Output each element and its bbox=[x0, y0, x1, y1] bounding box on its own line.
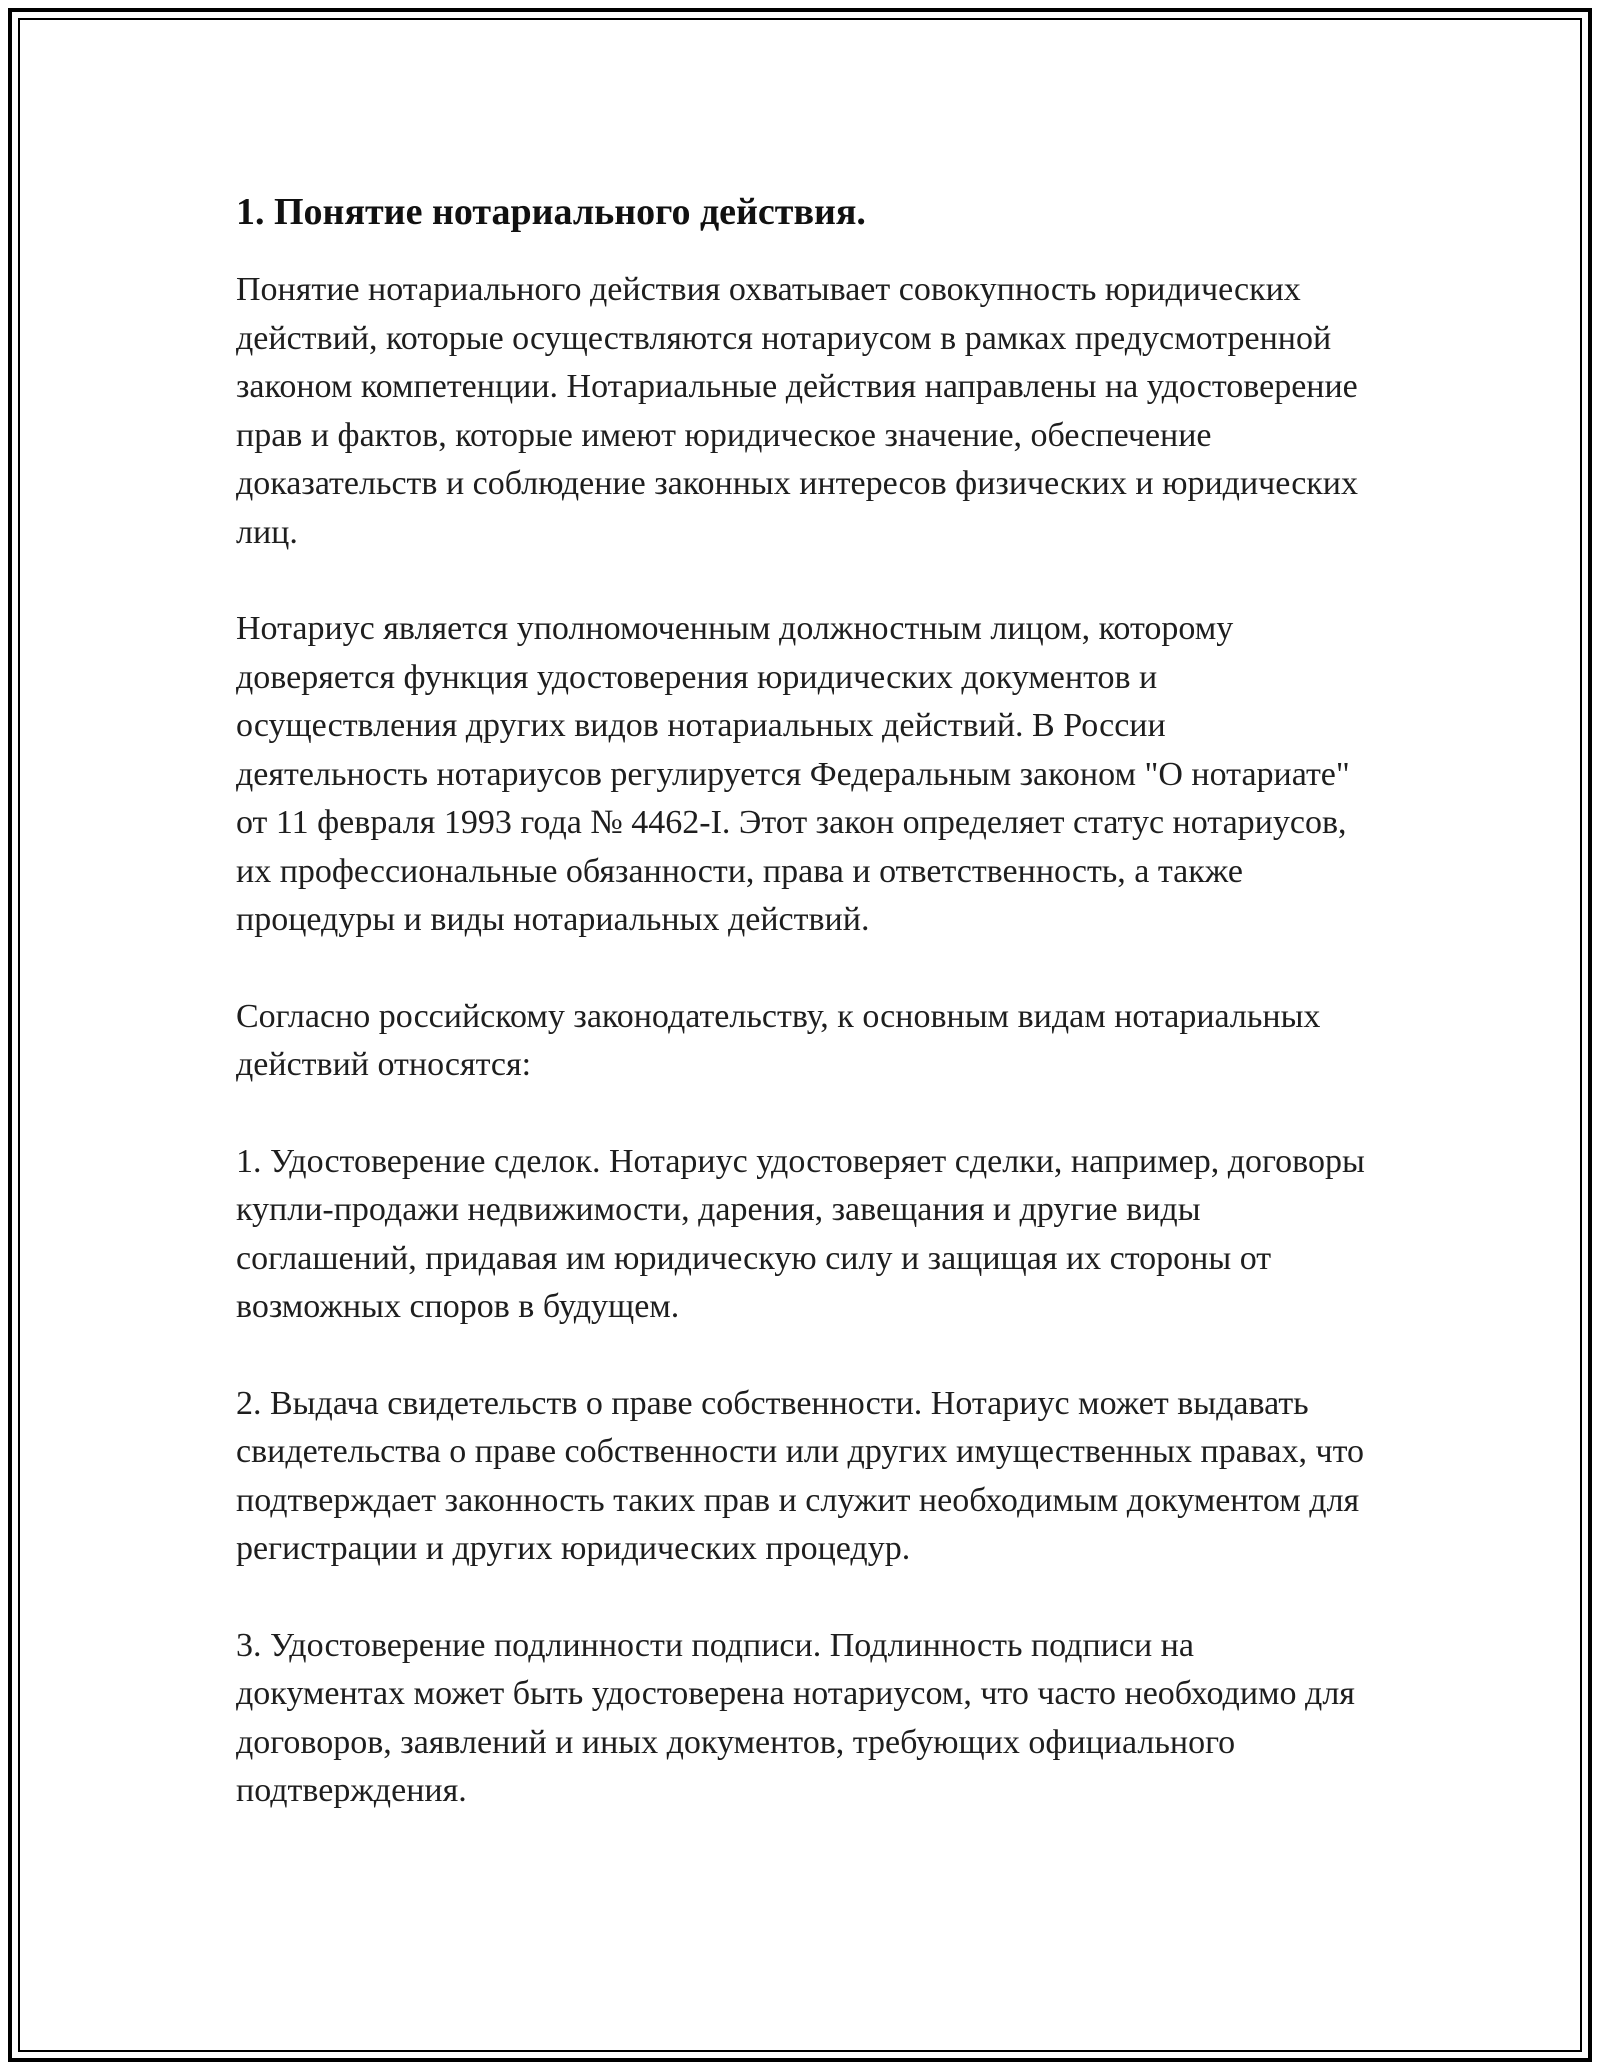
paragraph-notary-status: Нотариус является уполномоченным должностным лицом, которому доверяется функция удостоверения юридических документов и осуществления других видов нотариальных действий. В России деятельность нотариусов регулируется Федеральным законом "О нотариате" от 11 февраля 1993 года № 4462-I. Этот закон определяет статус нотариусов, их профессиональные обязанности, права и ответственность, а также процедуры и виды нотариальных действий. bbox=[236, 610, 1350, 938]
paragraph-definition: Понятие нотариального действия охватывает совокупность юридических действий, которые осуществляются нотариусом в рамках предусмотренной законом компетенции. Нотариальные действия направлены на удостоверение прав и фактов, которые имеют юридическое значение, обеспечение доказательств и соблюдение законных интересов физических и юридических лиц. bbox=[236, 271, 1358, 551]
list-item-ownership-certificates: 2. Выдача свидетельств о праве собственности. Нотариус может выдавать свидетельства о праве собственности или других имущественных правах, что подтверждает законность таких прав и служит необходимым документом для регистрации и других юридических процедур. bbox=[236, 1384, 1364, 1567]
paragraph-list-intro: Согласно российскому законодательству, к основным видам нотариальных действий относятся: bbox=[236, 997, 1321, 1083]
section-heading: 1. Понятие нотариального действия. bbox=[236, 191, 866, 233]
list-item-signature-certification: 3. Удостоверение подлинности подписи. Подлинность подписи на документах может быть удостоверена нотариусом, что часто необходимо для договоров, заявлений и иных документов, требующих официального подтверждения. bbox=[236, 1626, 1355, 1809]
document-body bbox=[236, 186, 1366, 1864]
list-item-transactions: 1. Удостоверение сделок. Нотариус удостоверяет сделки, например, договоры купли-продажи недвижимости, дарения, завещания и другие виды соглашений, придавая им юридическую силу и защищая их стороны от возможных споров в будущем. bbox=[236, 1142, 1365, 1325]
